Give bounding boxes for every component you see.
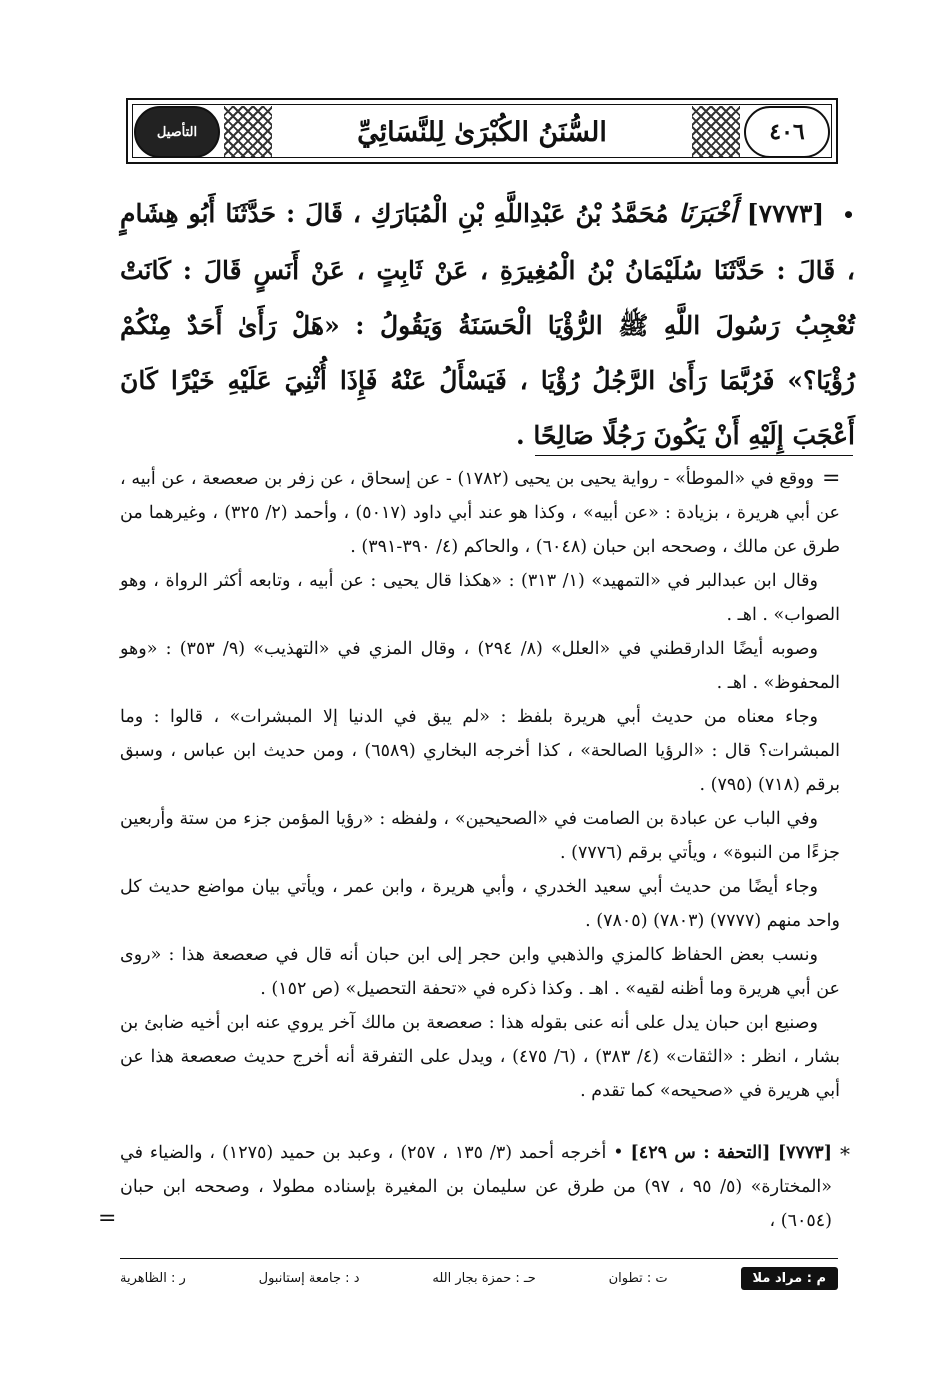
publisher-logo [134, 106, 220, 158]
takhrij-label: [٧٧٧٣] [التحفة : س ٤٢٩] [630, 1143, 832, 1163]
footnote-paragraph: وصنيع ابن حبان يدل على أنه عنى بقوله هذا : صعصعة بن مالك آخر يروي عنه ابن أخيه ضابئ بن بشار ، انظر : «الثقات» (٤/ ٣٨٣) ، (٦/ ٤٧٥) ، ويدل على التفرقة أنه أخرج حديث صعصعة هذا عن أبي هريرة في «صحيحه» كما تقدم . [120, 1013, 840, 1101]
hadith-bullet: • [842, 203, 855, 227]
footnote-paragraph: ووقع في «الموطأ» - رواية يحيى بن يحيى (١٧٨٢) - عن إسحاق ، عن زفر بن صعصعة ، عن أبيه ، عن أبي هريرة ، بزيادة : «عن أبيه» ، وكذا هو عند أبي داود (٥٠١٧) ، وأحمد (٢/ ٣٢٥) ، وغيرهما من طرق عن مالك ، وصححه ابن حبان (٦٠٤٨) ، والحاكم (٤/ ٣٩٠-٣٩١) . [120, 469, 840, 557]
continuation-mark-top: = [822, 466, 841, 491]
footnote-paragraph: ونسب بعض الحفاظ كالمزي والذهبي وابن حجر إلى ابن حبان أنه قال في صعصعة هذا : «روى عن أبي هريرة وما أظنه لقيه» . اهـ . وكذا ذكره في «تحفة التحصيل» (ص ١٥٢) . [120, 945, 840, 999]
manuscript-r: ر : الظاهرية [120, 1270, 186, 1286]
footnotes [120, 462, 840, 1108]
hadith-number: [٧٧٧٣] [746, 199, 825, 228]
manuscript-h: حـ : حمزة بجار الله [432, 1270, 536, 1286]
hadith-quote: «هَلْ رَأَىٰ أَحَدٌ مِنْكُمْ رُؤْيَا؟» [120, 311, 855, 395]
manuscript-legend [120, 1262, 838, 1294]
footnote-paragraph: وفي الباب عن عبادة بن الصامت في «الصحيحين» ، ولفظه : «رؤيا المؤمن جزء من ستة وأربعين جزءًا من النبوة» ، ويأتي برقم (٧٧٧٦) . [120, 809, 840, 863]
logo-text: التأصيل [156, 124, 198, 140]
hadith-text [120, 186, 855, 463]
manuscript-m: م : مراد ملا [741, 1267, 839, 1290]
continuation-mark-bottom: = [98, 1206, 117, 1231]
bottom-separator [120, 1258, 838, 1259]
page-header [126, 98, 838, 164]
footnote-separator [535, 455, 853, 456]
takhrij-bullet: • [613, 1143, 624, 1163]
manuscript-d: د : جامعة إستانبول [258, 1270, 360, 1286]
footnote-paragraph: وصوبه أيضًا الدارقطني في «العلل» (٨/ ٢٩٤) ، وقال المزي في «التهذيب» (٩/ ٣٥٣) : «وهو المحفوظ» . اهـ . [120, 639, 840, 693]
takhrij-note [120, 1136, 832, 1238]
footnote-paragraph: وجاء أيضًا من حديث أبي سعيد الخدري ، وأبي هريرة ، وابن عمر ، ويأتي بيان مواضع حديث كل واحد منهم (٧٧٧٧) (٧٨٠٣) (٧٨٠٥) . [120, 877, 840, 931]
hadith-matn: فَرُبَّمَا رَأَىٰ الرَّجُلُ رُؤْيَا ، فَيَسْأَلُ عَنْهُ فَإِذَا أُثْنِيَ عَلَيْهِ خَيْرًا كَانَ أَعْجَبَ إِلَيْهِ أَنْ يَكُونَ رَجُلًا صَالِحًا . [120, 366, 855, 450]
ornament-right [692, 106, 740, 158]
book-title: السُّنَنُ الكُبْرَىٰ لِلنَّسَائِيِّ [357, 116, 607, 148]
hadith-isnad: مُحَمَّدُ بْنُ عَبْدِاللَّهِ بْنِ الْمُبَارَكِ ، قَالَ : حَدَّثَنَا أَبُو هِشَامٍ ، قَالَ : حَدَّثَنَا سُلَيْمَانُ بْنُ الْمُغِيرَةِ ، عَنْ ثَابِتٍ ، عَنْ أَنَسٍ قَالَ : كَانَتْ تُعْجِبُ رَسُولَ اللَّهِ ﷺ الرُّؤْيَا الْحَسَنَةُ وَيَقُولُ : [120, 199, 855, 340]
takhrij-text: أخرجه أحمد (٣/ ١٣٥ ، ٢٥٧) ، وعبد بن حميد (١٢٧٥) ، والضياء في «المختارة» (٥/ ٩٥ ، ٩٧) من طرق عن سليمان بن المغيرة بإسناده مطولا ، وصححه ابن حبان (٦٠٥٤) ، [120, 1143, 832, 1231]
takhrij-star: * [840, 1142, 850, 1166]
page-number: ٤٠٦ [744, 106, 830, 158]
manuscript-t: ت : تطوان [608, 1270, 668, 1286]
akhbarana-word: أَخْبَرَنَا [678, 199, 737, 228]
ornament-left [224, 106, 272, 158]
footnote-paragraph: وقال ابن عبدالبر في «التمهيد» (١/ ٣١٣) : «هكذا قال يحيى : عن أبيه ، وتابعه أكثر الرواة ، وهو الصواب» . اهـ . [120, 571, 840, 625]
footnote-paragraph: وجاء معناه من حديث أبي هريرة بلفظ : «لم يبق في الدنيا إلا المبشرات» ، قالوا : وما المبشرات؟ قال : «الرؤيا الصالحة» ، كذا أخرجه البخاري (٦٥٨٩) ، ومن حديث ابن عباس ، وسبق برقم (٧١٨) (٧٩٥) . [120, 707, 840, 795]
